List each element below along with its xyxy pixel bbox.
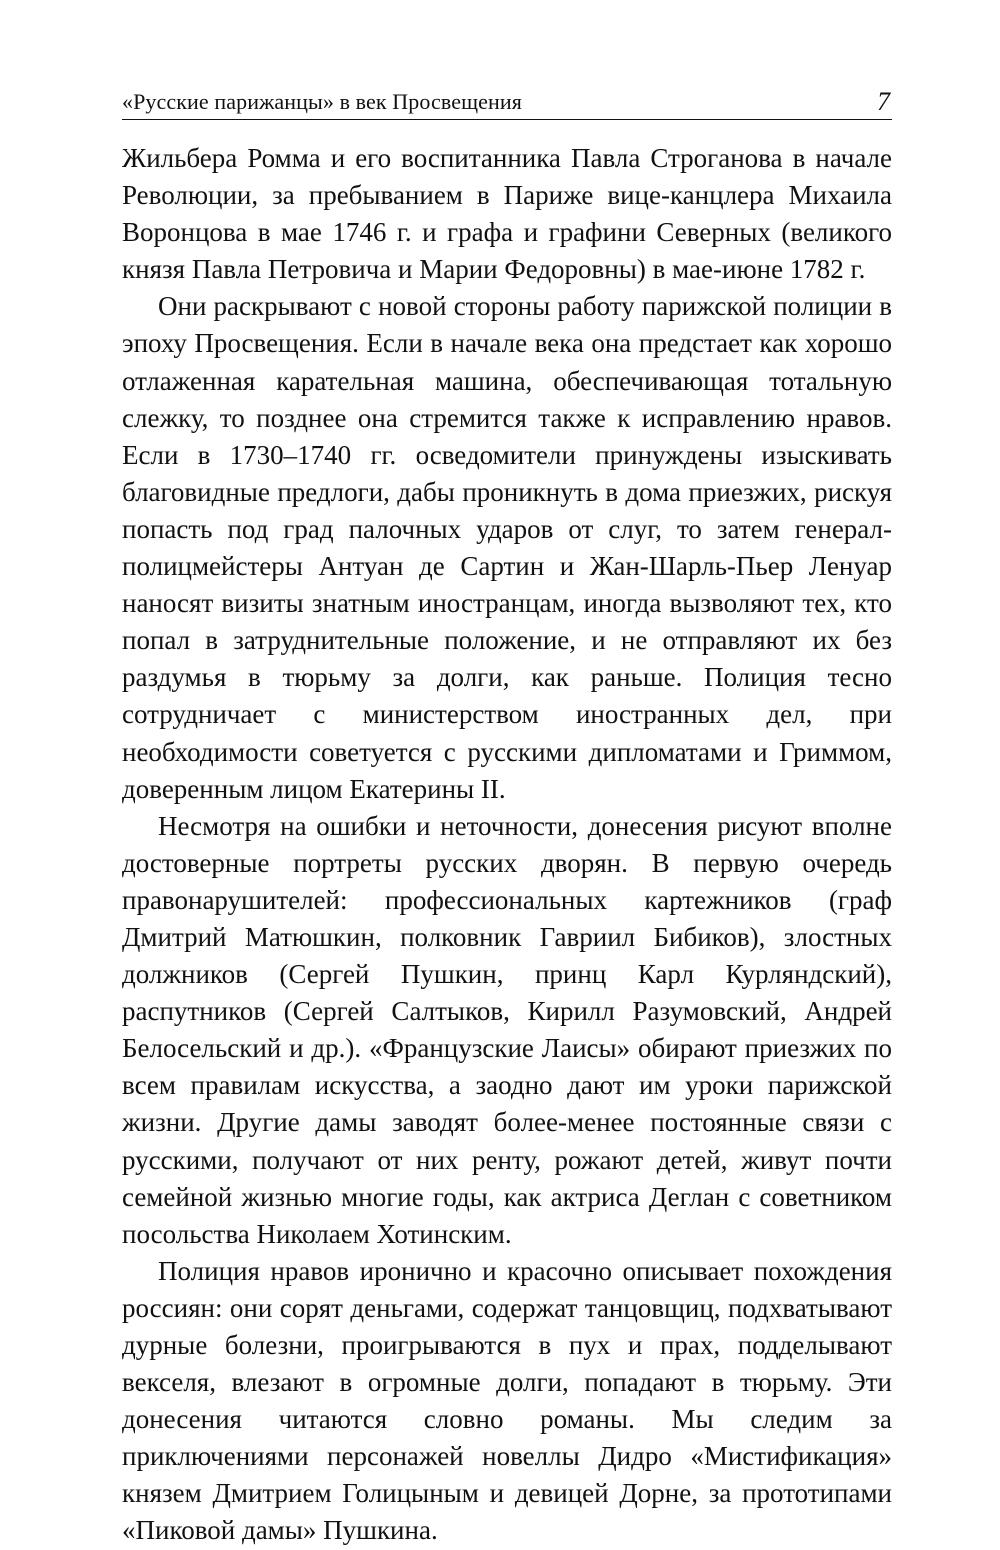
running-title: «Русские парижанцы» в век Просвещения [122, 89, 522, 114]
paragraph: Несмотря на ошибки и неточности, донесения рисуют вполне достоверные портреты русских дворян. В первую очередь правонарушителей: профессиональных картежников (граф Дмитрий Матюшкин, полковник Гавриил Бибиков), злостных должников (Сергей Пушкин, принц Карл Курляндский), распутников (Сергей Салтыков, Кирилл Разумовский, Андрей Белосельский и др.). «Французские Лаисы» обирают приезжих по всем правилам искусства, а заодно дают им уроки парижской жизни. Другие дамы заводят более-менее постоянные связи с русскими, получают от них ренту, рожают детей, живут почти семейной жизнью многие годы, как актриса Деглан с советником посольства Николаем Хотинским. [122, 810, 892, 1249]
body-text [122, 140, 892, 1550]
paragraph: Они раскрывают с новой стороны работу парижской полиции в эпоху Просвещения. Если в начале века она предстает как хорошо отлаженная карательная машина, обеспечивающая тотальную слежку, то позднее она стремится также к исправлению нравов. Если в 1730–1740 гг. осведомители принуждены изыскивать благовидные предлоги, дабы проникнуть в дома приезжих, рискуя попасть под град палочных ударов от слуг, то затем генерал-полицмейстеры Антуан де Сартин и Жан-Шарль-Пьер Ленуар наносят визиты знатным иностранцам, иногда вызволяют тех, кто попал в затруднительные положение, и не отправляют их без раздумья в тюрьму за долги, как раньше. Полиция тесно сотрудничает с министерством иностранных дел, при необходимости советуется с русскими дипломатами и Гриммом, доверенным лицом Екатерины II. [122, 291, 892, 804]
page-number: 7 [877, 87, 890, 116]
book-page [122, 88, 892, 1550]
paragraph-continuation: Жильбера Ромма и его воспитанника Павла Строганова в начале Революции, за пребыванием в Париже вице-канцлера Михаила Воронцова в мае 1746 г. и графа и графини Северных (великого князя Павла Петровича и Марии Федоровны) в мае-июне 1782 г. [122, 143, 892, 285]
paragraph: Полиция нравов иронично и красочно описывает похождения россиян: они сорят деньгами, содержат танцовщиц, подхватывают дурные болезни, проигрываются в пух и прах, подделывают векселя, влезают в огромные долги, попадают в тюрьму. Эти донесения читаются словно романы. Мы следим за приключениями персонажей новеллы Дидро «Мистификация» князем Дмитрием Голицыным и девицей Дорне, за прототипами «Пиковой дамы» Пушкина. [122, 1255, 892, 1546]
running-header [122, 88, 892, 120]
